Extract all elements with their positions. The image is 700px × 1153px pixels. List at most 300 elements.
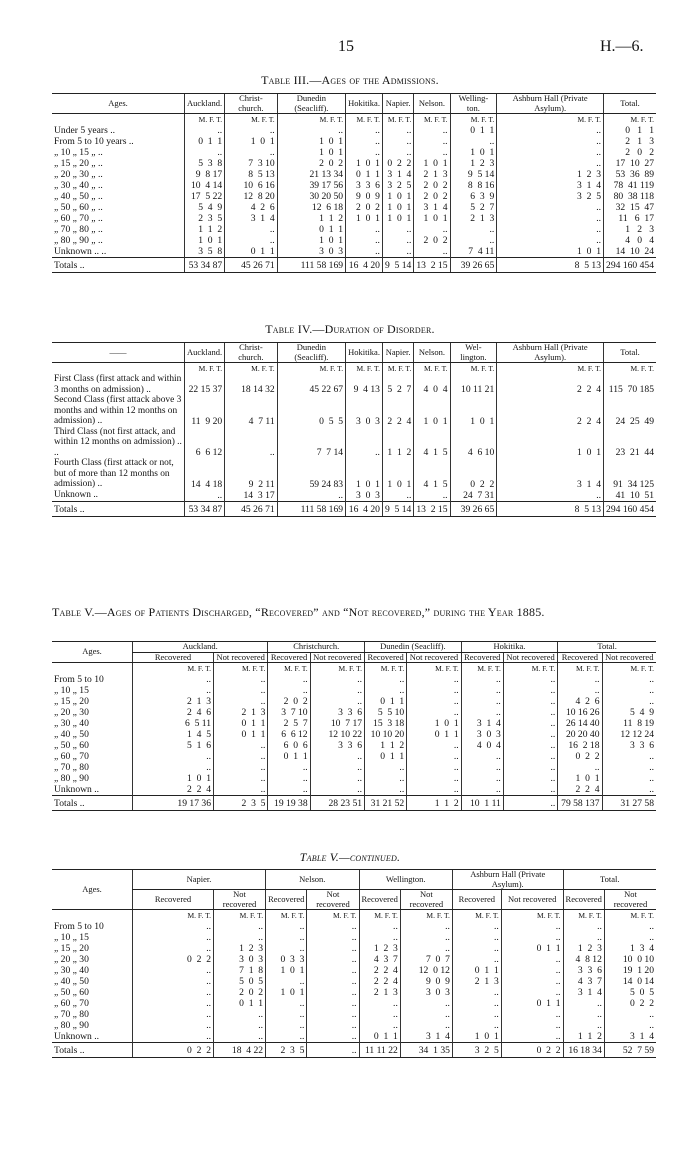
totals-cell: 9 5 14: [382, 501, 413, 516]
table-cell: ..: [365, 685, 407, 696]
table-cell: ..: [414, 147, 450, 158]
column-header: Total.: [604, 343, 657, 363]
mft-label: M. F. T.: [604, 910, 656, 922]
column-header: Auckland.: [185, 343, 225, 363]
table-cell: 7 3 10: [225, 158, 278, 169]
table-cell: 45 22 67: [277, 374, 345, 395]
table-cell: 16 2 18: [558, 740, 602, 751]
table-cell: 2 5 7: [268, 718, 310, 729]
table-cell: 4 7 11: [225, 395, 278, 427]
table-cell: ..: [450, 224, 497, 235]
table-cell: ..: [497, 136, 604, 147]
table-cell: ..: [185, 147, 225, 158]
table-cell: 3 0 3: [346, 490, 383, 502]
table-cell: ..: [307, 1020, 359, 1031]
row-label: „ 40 „ 50 „ ..: [54, 191, 103, 202]
table-cell: ..: [307, 943, 359, 954]
table-cell: 9 0 9: [346, 191, 383, 202]
table-row: [52, 685, 656, 696]
row-label: „ 80 „ 90 „ ..: [54, 235, 103, 246]
table-cell: 1 0 1: [185, 235, 225, 246]
totals-cell: 3 2 5: [452, 1043, 501, 1058]
table-cell: 20 20 40: [558, 729, 602, 740]
table-cell: ..: [365, 784, 407, 796]
table-cell: 5 5 10: [365, 707, 407, 718]
row-label: „ 30 „ 40 „ ..: [54, 180, 103, 191]
mft-label: M. F. T.: [214, 663, 268, 675]
table-cell: 1 0 1: [497, 427, 604, 459]
table-row: [52, 490, 656, 502]
table-cell: 17 10 27: [604, 158, 657, 169]
mft-label: M. F. T.: [225, 363, 278, 375]
table-cell: ..: [604, 1020, 656, 1031]
table-cell: 2 1 3: [452, 976, 501, 987]
totals-cell: 52 7 59: [604, 1043, 656, 1058]
table-row: [52, 784, 656, 796]
table-cell: 3 0 3: [277, 246, 345, 258]
table-cell: ..: [501, 921, 563, 932]
table-cell: 5 4 9: [185, 202, 225, 213]
column-header: Nelson.: [414, 94, 450, 114]
table-cell: ..: [214, 921, 266, 932]
table-cell: ..: [382, 246, 413, 258]
table-cell: ..: [558, 674, 602, 685]
table-cell: ..: [214, 773, 268, 784]
table-cell: 1 0 1: [277, 136, 345, 147]
table-cell: ..: [133, 921, 214, 932]
header-row: [52, 94, 656, 114]
totals-row: [52, 258, 656, 273]
table-cell: 0 1 1: [268, 751, 310, 762]
table-cell: ..: [307, 965, 359, 976]
table-cell: 1 2 3: [604, 224, 657, 235]
row-label: „ 50 „ 60: [54, 987, 89, 998]
totals-cell: 16 4 20: [346, 501, 383, 516]
table-cell: ..: [382, 490, 413, 502]
table-cell: 41 10 51: [604, 490, 657, 502]
table-cell: ..: [563, 921, 604, 932]
table-cell: 11 6 17: [604, 213, 657, 224]
sub-header-not-recovered: Not recovered: [503, 652, 557, 663]
table-cell: 3 1 4: [400, 1031, 452, 1043]
table-cell: 2 2 4: [133, 784, 214, 796]
mft-label: M. F. T.: [558, 663, 602, 675]
table-cell: 2 3 5: [185, 213, 225, 224]
row-label: „ 80 „ 90: [54, 773, 89, 784]
table-cell: 1 0 1: [277, 235, 345, 246]
group-header: Dunedin (Seacliff).: [365, 642, 462, 653]
table-cell: 6 6 12: [185, 427, 225, 459]
table-cell: 1 0 1: [266, 965, 307, 976]
mft-label: M. F. T.: [604, 114, 657, 126]
table-cell: 0 1 1: [225, 246, 278, 258]
table-cell: 0 1 1: [365, 751, 407, 762]
table-cell: 2 0 2: [214, 987, 266, 998]
mft-label: M. F. T.: [266, 910, 307, 922]
table-cell: ..: [503, 707, 557, 718]
table-cell: ..: [497, 125, 604, 136]
table-cell: 2 2 4: [382, 395, 413, 427]
mft-label: M. F. T.: [346, 114, 383, 126]
table-cell: ..: [266, 921, 307, 932]
table-row: [52, 954, 656, 965]
table-cell: 1 1 2: [382, 427, 413, 459]
table-cell: 0 1 1: [365, 696, 407, 707]
table-cell: ..: [310, 751, 364, 762]
table-row: [52, 191, 656, 202]
table-cell: ..: [563, 932, 604, 943]
sub-header-recovered: Recovered: [133, 890, 214, 910]
table-cell: ..: [407, 751, 461, 762]
table-cell: ..: [407, 740, 461, 751]
table-cell: 7 7 14: [277, 427, 345, 459]
table-cell: ..: [558, 685, 602, 696]
table-cell: ..: [407, 707, 461, 718]
sub-header-recovered: Recovered: [365, 652, 407, 663]
sub-header-recovered: Recovered: [461, 652, 503, 663]
row-label: „ 15 „ 20: [54, 696, 89, 707]
totals-cell: 0 2 2: [133, 1043, 214, 1058]
table-row: [52, 965, 656, 976]
table-cell: 3 3 6: [563, 965, 604, 976]
table-cell: ..: [414, 224, 450, 235]
table-cell: ..: [307, 1031, 359, 1043]
totals-cell: 34 1 35: [400, 1043, 452, 1058]
table-cell: 0 1 1: [501, 943, 563, 954]
table-cell: 4 6 10: [450, 427, 497, 459]
table-cell: ..: [450, 235, 497, 246]
table-cell: 2 1 3: [359, 987, 400, 998]
table-cell: 5 1 6: [133, 740, 214, 751]
table-cell: ..: [382, 136, 413, 147]
table-cell: ..: [501, 932, 563, 943]
mft-label: M. F. T.: [225, 114, 278, 126]
mft-label: M. F. T.: [382, 114, 413, 126]
table-cell: ..: [266, 1020, 307, 1031]
table-cell: 8 5 13: [225, 169, 278, 180]
table-cell: 2 0 2: [277, 158, 345, 169]
table-cell: 1 0 1: [225, 136, 278, 147]
table-cell: ..: [407, 674, 461, 685]
table-cell: 2 0 2: [346, 202, 383, 213]
mft-label: M. F. T.: [365, 663, 407, 675]
table-cell: ..: [602, 751, 656, 762]
table-cell: ..: [382, 147, 413, 158]
table-cell: 6 6 12: [268, 729, 310, 740]
table-cell: 6 5 11: [133, 718, 214, 729]
table-cell: 5 4 9: [602, 707, 656, 718]
mft-label: M. F. T.: [414, 363, 450, 375]
table-cell: 12 0 12: [400, 965, 452, 976]
table-cell: 9 2 11: [225, 458, 278, 490]
table-cell: ..: [133, 965, 214, 976]
table3-ages-of-admissions: [52, 93, 656, 273]
sub-header-not-recovered: Not recovered: [214, 652, 268, 663]
table-cell: ..: [452, 943, 501, 954]
row-label: „ 15 „ 20 „ ..: [54, 158, 103, 169]
table-cell: ..: [133, 932, 214, 943]
table-cell: 3 7 10: [268, 707, 310, 718]
table-cell: ..: [602, 696, 656, 707]
table-cell: 24 7 31: [450, 490, 497, 502]
totals-cell: 39 26 65: [450, 501, 497, 516]
table-cell: ..: [346, 246, 383, 258]
table-cell: ..: [461, 707, 503, 718]
row-label: „ 80 „ 90: [54, 1020, 89, 1031]
table-cell: 14 4 18: [185, 458, 225, 490]
table-row: [52, 125, 656, 136]
table-cell: 32 15 47: [604, 202, 657, 213]
table-cell: ..: [133, 762, 214, 773]
table-cell: 2 2 4: [359, 976, 400, 987]
table-cell: 2 2 4: [558, 784, 602, 796]
table-cell: ..: [268, 674, 310, 685]
table-cell: 9 0 9: [400, 976, 452, 987]
table-cell: 1 0 1: [452, 1031, 501, 1043]
table-cell: 4 3 7: [563, 976, 604, 987]
table-cell: 3 1 4: [461, 718, 503, 729]
totals-cell: 111 58 169: [277, 258, 345, 273]
table-cell: ..: [225, 427, 278, 459]
table-cell: ..: [307, 932, 359, 943]
table-row: [52, 427, 656, 459]
table-cell: ..: [452, 1009, 501, 1020]
mft-label: M. F. T.: [214, 910, 266, 922]
totals-cell: 13 2 15: [414, 501, 450, 516]
table-cell: 1 0 1: [277, 147, 345, 158]
mft-label: M. F. T.: [268, 663, 310, 675]
table-cell: ..: [501, 954, 563, 965]
table-cell: 1 1 2: [185, 224, 225, 235]
mft-label: M. F. T.: [503, 663, 557, 675]
mft-label: M. F. T.: [604, 363, 657, 375]
mft-spacer: [52, 910, 133, 922]
column-header-ages: Ages.: [52, 870, 133, 910]
table-cell: 18 14 32: [225, 374, 278, 395]
column-header-ages: Ages.: [52, 642, 133, 663]
table-cell: ..: [225, 224, 278, 235]
table-cell: 2 2 4: [359, 965, 400, 976]
sub-header-not-recovered: Not recovered: [407, 652, 461, 663]
table-cell: 10 6 16: [225, 180, 278, 191]
mft-label: M. F. T.: [346, 363, 383, 375]
table-cell: ..: [307, 1009, 359, 1020]
sub-header-not-recovered: Not recovered: [400, 890, 452, 910]
table-cell: 1 0 1: [450, 147, 497, 158]
table-cell: 1 0 1: [382, 191, 413, 202]
row-label: „ 20 „ 30 „ ..: [54, 169, 103, 180]
table-cell: 15 3 18: [365, 718, 407, 729]
table-row: [52, 1031, 656, 1043]
table-cell: 6 3 9: [450, 191, 497, 202]
table-cell: 1 0 1: [414, 395, 450, 427]
table-cell: ..: [461, 762, 503, 773]
table-cell: ..: [563, 1020, 604, 1031]
table-cell: ..: [400, 921, 452, 932]
table-cell: 1 0 1: [266, 987, 307, 998]
row-label: „ 40 „ 50: [54, 976, 89, 987]
row-label: Third Class (not first attack, and within 12 months on admission) .. ..: [54, 426, 182, 458]
mft-label: M. F. T.: [497, 363, 604, 375]
table-cell: ..: [407, 685, 461, 696]
table-row: [52, 921, 656, 932]
table-cell: ..: [266, 932, 307, 943]
table-cell: 53 36 89: [604, 169, 657, 180]
table-cell: 0 1 1: [452, 965, 501, 976]
table-cell: 3 5 8: [185, 246, 225, 258]
group-header: Wellington.: [359, 870, 452, 890]
page-header: [0, 38, 700, 58]
table-cell: ..: [407, 773, 461, 784]
table-cell: 2 0 2: [414, 235, 450, 246]
totals-label: Totals ..: [52, 1043, 133, 1058]
table-row: [52, 773, 656, 784]
table-cell: 3 1 4: [497, 180, 604, 191]
totals-cell: 53 34 87: [185, 501, 225, 516]
table-cell: 4 8 12: [563, 954, 604, 965]
table-cell: ..: [503, 762, 557, 773]
table-cell: 4 1 5: [414, 427, 450, 459]
table-cell: ..: [268, 762, 310, 773]
table-cell: 1 1 2: [365, 740, 407, 751]
row-label: „ 50 „ 60: [54, 740, 89, 751]
table-cell: 9 8 17: [185, 169, 225, 180]
table-cell: ..: [365, 674, 407, 685]
table-cell: 3 1 4: [563, 987, 604, 998]
totals-cell: 39 26 65: [450, 258, 497, 273]
table-cell: 3 0 3: [214, 954, 266, 965]
table-cell: ..: [346, 125, 383, 136]
table-cell: ..: [346, 136, 383, 147]
table-cell: ..: [558, 762, 602, 773]
totals-cell: 16 18 34: [563, 1043, 604, 1058]
table3-caption: Table III.—Ages of the Admissions.: [261, 73, 439, 87]
table-cell: ..: [310, 762, 364, 773]
table-row: [52, 180, 656, 191]
table-cell: 0 2 2: [604, 998, 656, 1009]
table-cell: ..: [133, 976, 214, 987]
mft-label: M. F. T.: [382, 363, 413, 375]
table-cell: ..: [277, 125, 345, 136]
column-header-first: Ages.: [52, 94, 185, 114]
table4-duration-of-disorder: [52, 342, 656, 517]
table-cell: ..: [497, 224, 604, 235]
table-row: [52, 1020, 656, 1031]
table-cell: 4 0 4: [604, 235, 657, 246]
table-cell: 21 13 34: [277, 169, 345, 180]
group-header: Christchurch.: [268, 642, 365, 653]
totals-row: [52, 501, 656, 516]
table-row: [52, 674, 656, 685]
row-label: Unknown ..: [54, 1031, 100, 1042]
table-cell: 0 1 1: [214, 998, 266, 1009]
table-cell: ..: [501, 987, 563, 998]
table-cell: 0 2 2: [450, 458, 497, 490]
table-cell: 0 1 1: [214, 729, 268, 740]
table-cell: ..: [452, 954, 501, 965]
mft-label: M. F. T.: [450, 363, 497, 375]
table-row: [52, 169, 656, 180]
column-header: Nelson.: [414, 343, 450, 363]
table-cell: 17 5 22: [185, 191, 225, 202]
totals-cell: ..: [503, 796, 557, 811]
table-cell: 6 0 6: [268, 740, 310, 751]
table-cell: 0 2 2: [558, 751, 602, 762]
table-row: [52, 987, 656, 998]
table-cell: ..: [563, 998, 604, 1009]
table-cell: 1 0 1: [346, 458, 383, 490]
table-cell: 1 0 1: [382, 458, 413, 490]
table-cell: ..: [497, 158, 604, 169]
table-cell: ..: [452, 921, 501, 932]
table-cell: ..: [133, 1020, 214, 1031]
table-cell: ..: [133, 751, 214, 762]
table-cell: ..: [214, 674, 268, 685]
mft-label: M. F. T.: [133, 910, 214, 922]
table-cell: ..: [497, 147, 604, 158]
table-cell: 0 1 1: [604, 125, 657, 136]
mft-spacer: [52, 363, 185, 375]
table-cell: ..: [133, 1009, 214, 1020]
table-cell: ..: [503, 674, 557, 685]
table4-caption: Table IV.—Duration of Disorder.: [265, 322, 435, 336]
column-header: Christ-church.: [225, 94, 278, 114]
table-cell: ..: [503, 718, 557, 729]
row-label: „ 30 „ 40: [54, 965, 89, 976]
table-cell: 5 3 8: [185, 158, 225, 169]
table-cell: 4 0 4: [461, 740, 503, 751]
table-row: [52, 1009, 656, 1020]
sub-header-recovered: Recovered: [452, 890, 501, 910]
table-cell: ..: [563, 1009, 604, 1020]
table-cell: ..: [414, 246, 450, 258]
table-cell: 12 8 20: [225, 191, 278, 202]
table-cell: 19 1 20: [604, 965, 656, 976]
table-cell: ..: [602, 784, 656, 796]
table-cell: 0 1 1: [450, 125, 497, 136]
table-row: [52, 718, 656, 729]
table-cell: ..: [359, 1020, 400, 1031]
table-cell: 0 1 1: [407, 729, 461, 740]
totals-cell: 10 1 11: [461, 796, 503, 811]
row-label: From 5 to 10: [54, 921, 104, 932]
table-cell: ..: [214, 751, 268, 762]
table-cell: 8 8 16: [450, 180, 497, 191]
table-cell: 1 0 1: [382, 213, 413, 224]
table-cell: ..: [602, 773, 656, 784]
table-cell: ..: [503, 729, 557, 740]
table-cell: 1 2 3: [563, 943, 604, 954]
table-row: [52, 136, 656, 147]
row-label: Unknown .. ..: [54, 246, 107, 257]
table-cell: ..: [382, 224, 413, 235]
totals-cell: 111 58 169: [277, 501, 345, 516]
totals-cell: 13 2 15: [414, 258, 450, 273]
row-label: „ 20 „ 30: [54, 954, 89, 965]
row-label: „ 50 „ 60 „ ..: [54, 202, 103, 213]
table-cell: 4 3 7: [359, 954, 400, 965]
mft-label: M. F. T.: [602, 663, 656, 675]
totals-cell: 0 2 2: [501, 1043, 563, 1058]
row-label: „ 70 „ 80: [54, 762, 89, 773]
table-cell: 12 10 22: [310, 729, 364, 740]
table-cell: 3 1 4: [497, 458, 604, 490]
sub-header-recovered: Recovered: [268, 652, 310, 663]
table-cell: 4 1 5: [414, 458, 450, 490]
column-header: Hokitika.: [346, 94, 383, 114]
sub-header-recovered: Recovered: [558, 652, 602, 663]
table-cell: 1 0 1: [450, 395, 497, 427]
